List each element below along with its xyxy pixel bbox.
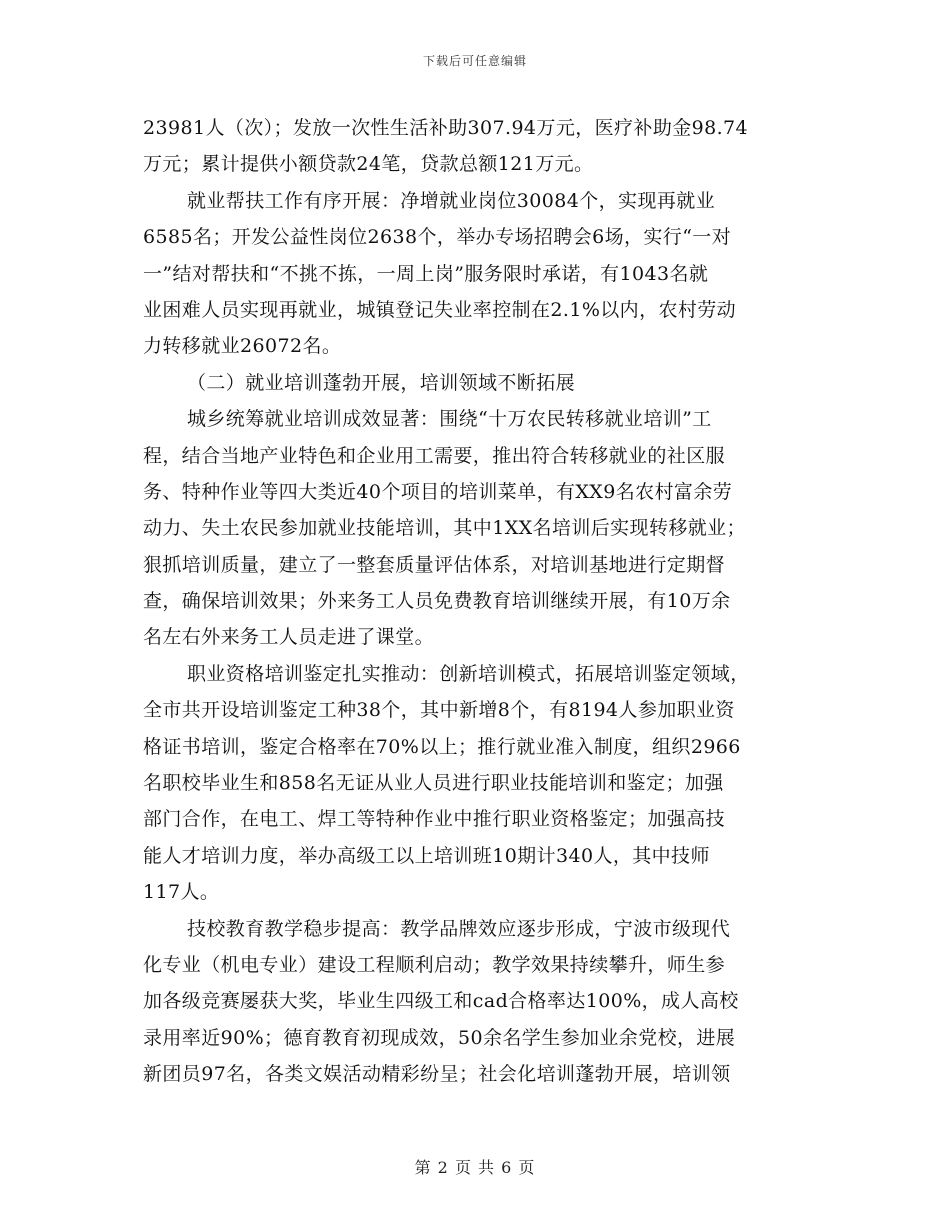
section-subheading: （二）就业培训蓬勃开展，培训领域不断拓展 (187, 371, 576, 394)
body-line: 狠抓培训质量，建立了一整套质量评估体系，对培训基地进行定期督 (143, 553, 726, 576)
body-line: 全市共开设培训鉴定工种38个，其中新增8个，有8194人参加职业资 (143, 699, 735, 722)
document-body (143, 110, 809, 1093)
body-line: 名职校毕业生和858名无证从业人员进行职业技能培训和鉴定；加强 (143, 772, 724, 795)
body-line: 万元；累计提供小额贷款24笔，贷款总额121万元。 (143, 153, 594, 176)
body-line: 能人才培训力度，举办高级工以上培训班10期计340人，其中技师 (143, 844, 710, 867)
body-line: 动力、失土农民参加就业技能培训，其中1XX名培训后实现转移就业； (143, 517, 746, 540)
body-line: 录用率近90%；德育教育初现成效，50余名学生参加业余党校，进展 (143, 1026, 736, 1049)
paragraph-start-line: 技校教育教学稳步提高：教学品牌效应逐步形成，宁波市级现代 (187, 917, 731, 940)
body-line: 加各级竞赛屡获大奖，毕业生四级工和cad合格率达100%，成人高校 (143, 990, 739, 1013)
body-line: 117人。 (143, 881, 220, 904)
body-line: 务、特种作业等四大类近40个项目的培训菜单，有XX9名农村富余劳 (143, 480, 733, 503)
body-line: 部门合作，在电工、焊工等特种作业中推行职业资格鉴定；加强高技 (143, 808, 726, 831)
paragraph-start-line: 职业资格培训鉴定扎实推动：创新培训模式，拓展培训鉴定领域， (187, 662, 750, 685)
body-line: 化专业（机电专业）建设工程顺利启动；教学效果持续攀升，师生参 (143, 953, 726, 976)
page-footer: 第 2 页 共 6 页 (414, 1158, 536, 1177)
body-line: 程，结合当地产业特色和企业用工需要，推出符合转移就业的社区服 (143, 444, 726, 467)
body-line: 格证书培训，鉴定合格率在70%以上；推行就业准入制度，组织2966 (143, 735, 741, 758)
body-line: 查，确保培训效果；外来务工人员免费教育培训继续开展，有10万余 (143, 590, 731, 613)
page-header: 下载后可任意编辑 (422, 54, 527, 68)
paragraph-start-line: 城乡统筹就业培训成效显著：围绕“十万农民转移就业培训”工 (187, 408, 712, 431)
body-line: 业困难人员实现再就业，城镇登记失业率控制在2.1%以内，农村劳动 (143, 298, 737, 321)
body-line: 力转移就业26072名。 (143, 335, 342, 358)
body-line: 6585名；开发公益性岗位2638个，举办专场招聘会6场，实行“一对 (143, 226, 732, 249)
paragraph-start-line: 就业帮扶工作有序开展：净增就业岗位30084个，实现再就业 (187, 189, 716, 212)
body-line: 一”结对帮扶和“不挑不拣，一周上岗”服务限时承诺，有1043名就 (143, 262, 709, 285)
body-line: 新团员97名，各类文娱活动精彩纷呈；社会化培训蓬勃开展，培训领 (143, 1063, 731, 1086)
body-line: 名左右外来务工人员走进了课堂。 (143, 626, 435, 649)
body-line: 23981人（次）；发放一次性生活补助307.94万元，医疗补助金98.74 (143, 117, 749, 139)
